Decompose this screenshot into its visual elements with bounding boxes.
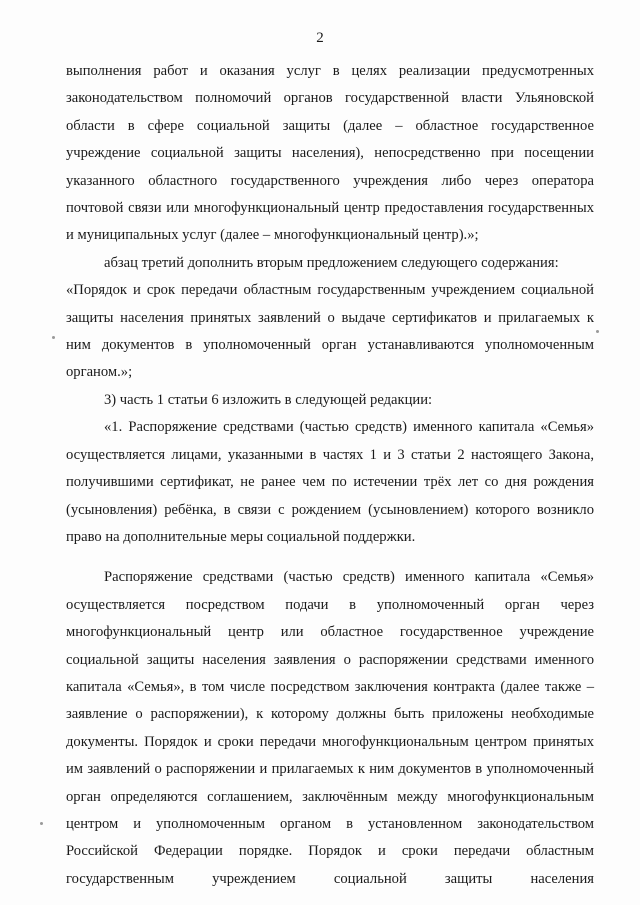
page-number: 2 — [316, 30, 324, 46]
paragraph-amendment-instruction: абзац третий дополнить вторым предложением следующего содержания: — [104, 254, 559, 271]
paragraph-continuation: выполнения работ и оказания услуг в целях реализации предусмотренных законодательством полномочий органов государственной власти Ульяновской области в сфере социальной защиты (далее – областное государственное учреждение социальной защиты населения), непосредственно при посещении указанного областного государственного учреждения либо через оператора почтовой связи или многофункциональный центр предоставления государственных и муниципальных услуг (далее – многофункциональный центр).»; — [66, 63, 594, 244]
paragraph-quoted-procedure: «Порядок и срок передачи областным государственным учреждением социальной защиты населения принятых заявлений о выдаче сертификатов и прилагаемых к ним документов в уполномоченный орган устанавливаются уполномоченным органом.»; — [66, 282, 594, 381]
paragraph-article-6-part-1: «1. Распоряжение средствами (частью средств) именного капитала «Семья» осуществляется лицами, указанными в частях 1 и 3 статьи 2 настоящего Закона, получившими сертификат, не ранее чем по истечении трёх лет со дня рождения (усыновления) ребёнка, в связи с рождением (усыновлением) которого возникло право на дополнительные меры социальной поддержки. — [66, 419, 594, 545]
paragraph-item-3: 3) часть 1 статьи 6 изложить в следующей редакции: — [104, 391, 433, 408]
paragraph-disposal-procedure: Распоряжение средствами (частью средств) именного капитала «Семья» осуществляется посредством подачи в уполномоченный орган через многофункциональный центр или областное государственное учреждение социальной защиты населения заявления о распоряжении средствами именного капитала «Семья», в том числе посредством заключения контракта (далее также – заявление о распоряжении), к которому должны быть приложены необходимые документы. Порядок и сроки передачи многофункциональным центром принятых им заявлений о распоряжении и прилагаемых к ним документов в уполномоченный орган определяются соглашением, заключённым между многофункциональным центром и уполномоченным органом в установленном законодательством Российской Федерации порядке. Порядок и сроки передачи областным государственным учреждением социальной защиты населения — [66, 569, 594, 887]
scan-artifact — [596, 330, 599, 333]
scan-artifact — [52, 336, 55, 339]
document-body — [66, 54, 594, 893]
scan-artifact — [40, 822, 43, 825]
